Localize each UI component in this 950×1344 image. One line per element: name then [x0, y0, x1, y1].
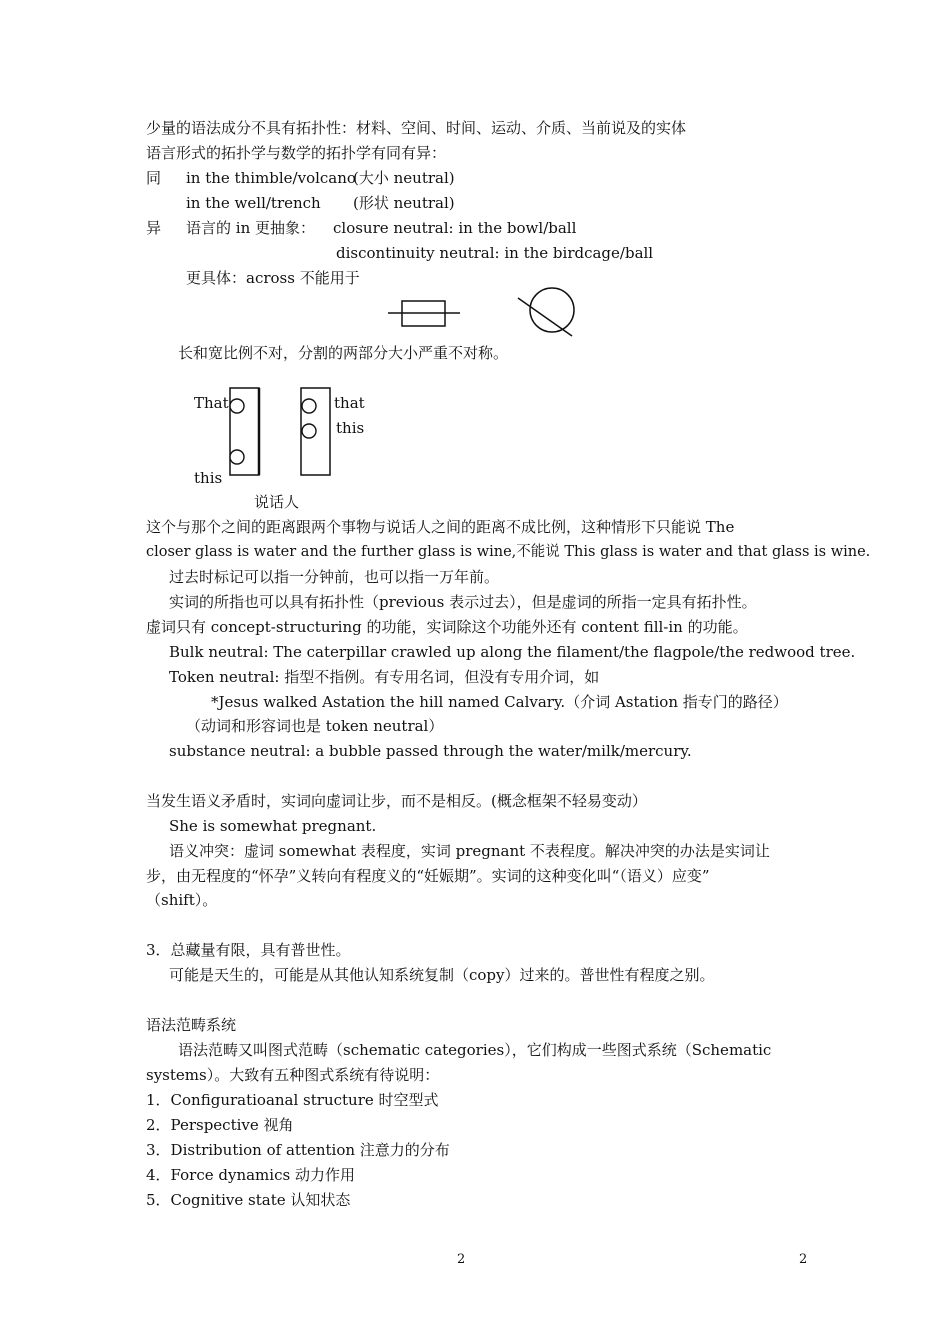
text-line: 语法范畴又叫图式范畴（schematic categories），它们构成一些图式系统（Schematic: [178, 1041, 772, 1059]
text-line: closure neutral: in the bowl/ball: [333, 219, 577, 237]
list-item: 3．Distribution of attention 注意力的分布: [146, 1141, 450, 1159]
page-number-center: 2: [457, 1252, 466, 1267]
demonstrative-distance-diagram: [226, 386, 338, 478]
text-line: in the well/trench: [186, 194, 321, 212]
text-line: 语义冲突：虚词 somewhat 表程度，实词 pregnant 不表程度。解决冲突的办法是实词让: [169, 842, 770, 860]
text-line: (大小 neutral): [353, 169, 455, 187]
text-line: 这个与那个之间的距离跟两个事物与说话人之间的距离不成比例，这种情形下只能说 The: [146, 518, 735, 536]
list-item: 4．Force dynamics 动力作用: [146, 1166, 355, 1184]
text-line: in the thimble/volcano: [186, 169, 356, 187]
section-heading: 语法范畴系统: [146, 1016, 237, 1034]
text-line: Token neutral: 指型不指例。有专用名词，但没有专用介词，如: [169, 668, 600, 686]
across-circle-diagram: [514, 286, 580, 342]
text-line: （动词和形容词也是 token neutral）: [186, 717, 444, 735]
label-speaker: 说话人: [254, 493, 300, 511]
list-item: 5．Cognitive state 认知状态: [146, 1191, 351, 1209]
text-line: closer glass is water and the further glass is wine,不能说 This glass is water and that glass is wine.: [146, 544, 871, 560]
text-line: 当发生语义矛盾时，实词向虚词让步，而不是相反。(概念框架不轻易变动）: [146, 792, 647, 810]
text-line: (形状 neutral): [353, 194, 455, 212]
text-line: （shift）。: [146, 891, 218, 909]
text-line: 实词的所指也可以具有拓扑性（previous 表示过去），但是虚词的所指一定具有拓扑性。: [169, 593, 757, 611]
list-item: 2．Perspective 视角: [146, 1116, 294, 1134]
text-line: 虚词只有 concept-structuring 的功能，实词除这个功能外还有 content fill-in 的功能。: [146, 618, 748, 636]
label-this: this: [336, 419, 365, 437]
page-number-right: 2: [799, 1252, 808, 1267]
text-line: She is somewhat pregnant.: [169, 817, 377, 835]
label-tong: 同: [146, 169, 162, 187]
label-this: this: [194, 469, 223, 487]
text-line: 语言的 in 更抽象：: [186, 219, 315, 237]
text-line: 过去时标记可以指一分钟前，也可以指一万年前。: [169, 568, 500, 586]
section-heading: 3．总藏量有限，具有普世性。: [146, 941, 351, 959]
label-yi: 异: [146, 219, 162, 237]
text-line: *Jesus walked Astation the hill named Calvary.（介词 Astation 指专门的路径）: [211, 693, 788, 711]
text-line: 少量的语法成分不具有拓扑性：材料、空间、时间、运动、介质、当前说及的实体: [146, 119, 687, 137]
text-line: 更具体：across 不能用于: [186, 269, 360, 287]
list-item: 1．Configuratioanal structure 时空型式: [146, 1091, 439, 1109]
text-line: 步，由无程度的“怀孕”义转向有程度义的“妊娠期”。实词的这种变化叫“（语义）应变”: [146, 867, 710, 885]
label-that: that: [334, 394, 365, 412]
text-line: systems）。大致有五种图式系统有待说明：: [146, 1066, 440, 1084]
text-line: Bulk neutral: The caterpillar crawled up along the filament/the flagpole/the redwood tree.: [169, 643, 856, 661]
text-line: 长和宽比例不对，分割的两部分大小严重不对称。: [178, 344, 509, 362]
text-line: 语言形式的拓扑学与数学的拓扑学有同有异：: [146, 144, 447, 162]
across-rectangle-diagram: [385, 288, 465, 328]
text-line: discontinuity neutral: in the birdcage/ball: [336, 244, 654, 262]
text-line: 可能是天生的，可能是从其他认知系统复制（copy）过来的。普世性有程度之别。: [169, 966, 715, 984]
label-that: That: [194, 394, 229, 412]
text-line: substance neutral: a bubble passed through the water/milk/mercury.: [169, 742, 692, 760]
